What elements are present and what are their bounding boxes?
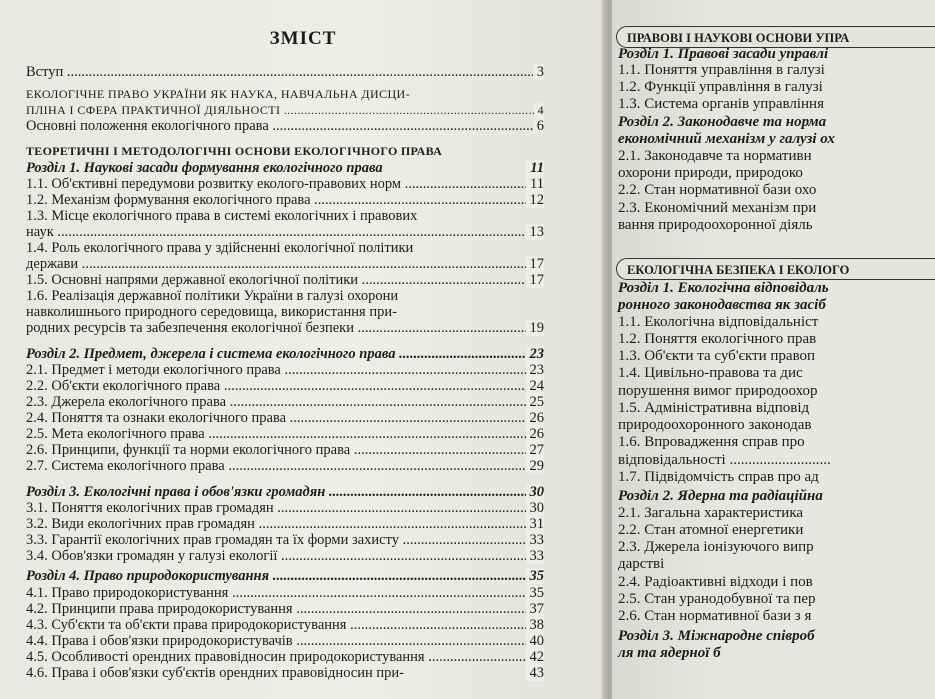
toc-entry-title: Розділ 2. Предмет, джерела і система екологічного права ..... (26, 346, 544, 362)
toc-entry-title: 1.4. Роль екологічного права у здійсненні екологічної політики (26, 240, 414, 256)
toc-entry (26, 64, 544, 80)
toc-entry: 2.2. Стан атомної енергетики (618, 522, 804, 538)
toc-entry-title: Основні положення екологічного права ..... (26, 118, 544, 134)
toc-entry-title: 2.1. Предмет і методи екологічного права ..... (26, 362, 544, 378)
toc-section-heading: Розділ 2. Ядерна та радіаційна (618, 488, 823, 504)
toc-entry-title: Розділ 4. Право природокористування ..... (26, 568, 544, 584)
toc-entry (26, 224, 544, 240)
toc-entry (26, 272, 544, 288)
toc-page-number: 33 (526, 548, 545, 564)
toc-page-number: 40 (526, 633, 545, 649)
toc-section-heading: Розділ 2. Законодавче та норма (618, 114, 827, 130)
toc-section-heading: економічний механізм у галузі ох (618, 131, 835, 147)
toc-page-number: 3 (533, 64, 544, 80)
toc-entry: 1.4. Цивільно-правова та дис (618, 365, 803, 381)
toc-entry (26, 500, 544, 516)
toc-entry (26, 256, 544, 272)
toc-entry: 1.1. Екологічна відповідальніст (618, 314, 819, 330)
toc-entry-title: 3.1. Поняття екологічних прав громадян ..... (26, 500, 544, 516)
toc-entry: 2.1. Загальна характеристика (618, 505, 804, 521)
toc-entry: 2.3. Економічний механізм при (618, 200, 817, 216)
toc-entry (26, 240, 544, 256)
toc-entry (26, 102, 544, 118)
toc-entry (26, 532, 544, 548)
toc-entry: 2.1. Законодавче та нормативн (618, 148, 812, 164)
toc-entry: 1.1. Поняття управління в галузі (618, 62, 825, 78)
toc-entry (26, 362, 544, 378)
toc-entry-title: 4.6. Права і обов'язки суб'єктів орендних правовідносин при- (26, 665, 404, 681)
toc-section-heading: ронного законодавства як засіб (618, 297, 826, 313)
toc-entry-title: наук ..... (26, 224, 544, 240)
toc-entry-title: 1.5. Основні напрями державної екологічної політики ..... (26, 272, 544, 288)
toc-entry: 1.2. Поняття екологічного прав (618, 331, 817, 347)
toc-entry-title: 2.7. Система екологічного права ..... (26, 458, 544, 474)
toc-page-number: 29 (526, 458, 545, 474)
toc-page-number: 19 (526, 320, 545, 336)
toc-page-number: 6 (533, 118, 544, 134)
toc-entry-title: 4.5. Особливості орендних правовідносин природокористування ..... (26, 649, 544, 665)
toc-entry: охорони природи, природоко (618, 165, 803, 181)
toc-page-number: 33 (526, 532, 545, 548)
toc-entry (26, 176, 544, 192)
toc-page-number: 25 (526, 394, 545, 410)
toc-section-heading: Розділ 1. Правові засади управлі (618, 46, 829, 62)
toc-entry: 1.3. Система органів управління (618, 96, 824, 112)
toc-entry: 2.6. Стан нормативної бази з я (618, 608, 812, 624)
toc-entry (26, 617, 544, 633)
toc-entry (26, 442, 544, 458)
toc-entry-title: Розділ 3. Екологічні права і обов'язки громадян ..... (26, 484, 544, 500)
toc-page-number: 17 (526, 256, 545, 272)
toc-entry-title: 1.3. Місце екологічного права в системі екологічних і правових (26, 208, 418, 224)
toc-entry: 2.2. Стан нормативної бази охо (618, 182, 817, 198)
toc-section-heading (26, 346, 544, 362)
toc-entry-title: 4.2. Принципи права природокористування ..... (26, 601, 544, 617)
part-banner: ЕКОЛОГІЧНА БЕЗПЕКА І ЕКОЛОГО (616, 258, 935, 280)
toc-entry (26, 585, 544, 601)
toc-page-number: 35 (526, 568, 545, 584)
toc-entry (26, 118, 544, 134)
toc-entry (26, 86, 544, 102)
toc-page-number: 12 (526, 192, 545, 208)
toc-entry (26, 665, 544, 681)
toc-entry-title: 1.2. Механізм формування екологічного права ..... (26, 192, 544, 208)
toc-entry (26, 458, 544, 474)
toc-entry (26, 426, 544, 442)
toc-entry (26, 633, 544, 649)
toc-page-number: 42 (526, 649, 545, 665)
toc-page-number: 30 (526, 484, 545, 500)
toc-section-heading (26, 160, 544, 176)
toc-entry-title: ТЕОРЕТИЧНІ І МЕТОДОЛОГІЧНІ ОСНОВИ ЕКОЛОГІЧНОГО ПРАВА (26, 144, 443, 158)
toc-entry: 1.7. Підвідомчість справ про ад (618, 469, 819, 485)
toc-entry (26, 378, 544, 394)
toc-section-heading: Розділ 3. Міжнародне співроб (618, 628, 815, 644)
toc-entry (26, 288, 544, 304)
toc-entry (26, 548, 544, 564)
toc-entry: відповідальності ........................... (618, 452, 831, 468)
toc-entry-title: 3.3. Гарантії екологічних прав громадян та їх форми захисту ..... (26, 532, 544, 548)
right-page (612, 0, 935, 699)
toc-entry: 1.2. Функції управління в галузі (618, 79, 823, 95)
toc-page-number: 38 (526, 617, 545, 633)
toc-entry-title: 1.6. Реалізація державної політики України в галузі охорони (26, 288, 399, 304)
toc-entry-title: Вступ ..... (26, 64, 544, 80)
toc-entry-title: 3.4. Обов'язки громадян у галузі екології ..... (26, 548, 544, 564)
toc-entry (26, 394, 544, 410)
toc-entry (26, 143, 544, 159)
toc-page-number: 31 (526, 516, 545, 532)
toc-entry-title: 4.3. Суб'єкти та об'єкти права природокористування ..... (26, 617, 544, 633)
toc-entry-title: родних ресурсів та забезпечення екологічної безпеки ..... (26, 320, 544, 336)
toc-entry-title: 3.2. Види екологічних прав громадян ..... (26, 516, 544, 532)
toc-page-number: 23 (526, 362, 545, 378)
toc-entry: вання природоохоронної діяль (618, 217, 813, 233)
toc-section-heading: Розділ 1. Екологічна відповідаль (618, 280, 829, 296)
toc-entry-title: Розділ 1. Наукові засади формування екологічного права (26, 160, 383, 176)
toc-entry (26, 649, 544, 665)
toc-entry-title: навколишнього природного середовища, використання при- (26, 304, 397, 320)
toc-page-number: 30 (526, 500, 545, 516)
toc-entry (26, 320, 544, 336)
toc-entry-title: 2.4. Поняття та ознаки екологічного права ..... (26, 410, 544, 426)
toc-entry-title: 4.4. Права і обов'язки природокористувачів ..... (26, 633, 544, 649)
toc-page-number: 43 (526, 665, 545, 681)
toc-page-number: 11 (526, 176, 544, 192)
toc-entry-title: 1.1. Об'єктивні передумови розвитку еколого-правових норм ..... (26, 176, 544, 192)
toc-entry: 2.4. Радіоактивні відходи і пов (618, 574, 813, 590)
toc-entry-title: 2.6. Принципи, функції та норми екологічного права ..... (26, 442, 544, 458)
toc-page-number: 27 (526, 442, 545, 458)
toc-section-heading (26, 484, 544, 500)
toc-entry (26, 208, 544, 224)
toc-entry-title: ПЛІНА І СФЕРА ПРАКТИЧНОЇ ДІЯЛЬНОСТІ ..... (26, 103, 544, 117)
toc-entry (26, 410, 544, 426)
toc-page-number: 24 (526, 378, 545, 394)
toc-page-number: 26 (526, 410, 545, 426)
toc-page-number: 23 (526, 346, 545, 362)
toc-page-number: 17 (526, 272, 545, 288)
toc-entry: 1.3. Об'єкти та суб'єкти правоп (618, 348, 816, 364)
toc-entry (26, 304, 544, 320)
toc-entry-title: 4.1. Право природокористування ..... (26, 585, 544, 601)
toc-page-number: 11 (526, 160, 544, 176)
toc-entry: 1.6. Впровадження справ про (618, 434, 805, 450)
toc-entry: природоохоронного законодав (618, 417, 812, 433)
toc-entry (26, 516, 544, 532)
toc-entry-title: ЕКОЛОГІЧНЕ ПРАВО УКРАЇНИ ЯК НАУКА, НАВЧАЛЬНА ДИСЦИ- (26, 87, 411, 101)
toc-entry-title: держави ..... (26, 256, 544, 272)
toc-section-heading (26, 568, 544, 584)
toc-entry (26, 601, 544, 617)
toc-page-number: 26 (526, 426, 545, 442)
toc-entry-title: 2.5. Мета екологічного права ..... (26, 426, 544, 442)
toc-entry-title: 2.2. Об'єкти екологічного права ..... (26, 378, 544, 394)
toc-page-number: 4 (534, 102, 544, 118)
toc-entry: 2.5. Стан уранодобувної та пер (618, 591, 816, 607)
toc-entry (26, 192, 544, 208)
page-title: ЗМІСТ (269, 28, 337, 49)
toc-entry: порушення вимог природоохор (618, 383, 818, 399)
toc-page-number: 35 (526, 585, 545, 601)
toc-entry: 2.3. Джерела іонізуючого випр (618, 539, 814, 555)
toc-entry: дарстві (618, 556, 665, 572)
toc-section-heading: ля та ядерної б (618, 645, 721, 661)
part-banner: ПРАВОВІ І НАУКОВІ ОСНОВИ УПРА (616, 26, 935, 48)
toc-entry-title: 2.3. Джерела екологічного права ..... (26, 394, 544, 410)
toc-page-number: 13 (526, 224, 545, 240)
toc-page-number: 37 (526, 601, 545, 617)
toc-entry: 1.5. Адміністративна відповід (618, 400, 810, 416)
